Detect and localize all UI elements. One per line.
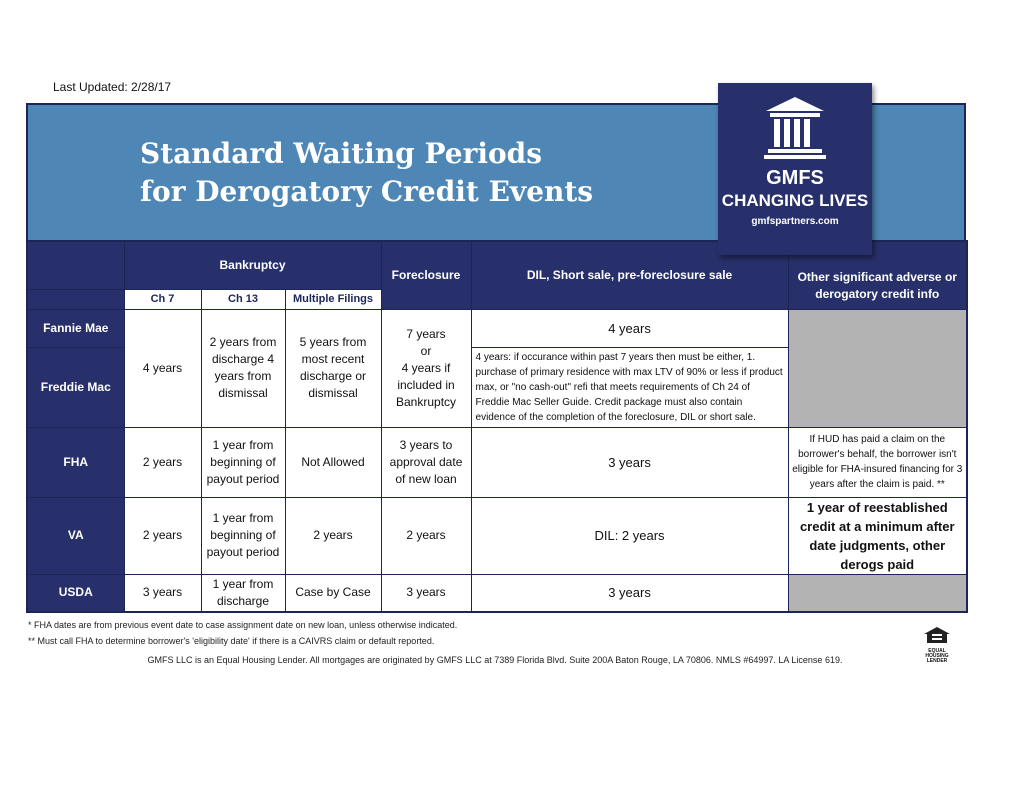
gse-ch7: 4 years	[124, 309, 201, 427]
va-ch13: 1 year from beginning of payout period	[201, 497, 285, 574]
freddie-dil: 4 years: if occurance within past 7 years then must be either, 1. purchase of primary residence with max LTV of 90% or less if product max, or "no cash-out" refi that meets requirements of Ch 24 of Freddie Mac Seller Guide. Credit package must also contain evidence of the completion of the foreclosure, DIL or short sale.	[471, 347, 788, 427]
fha-multiple-filings: Not Allowed	[285, 427, 381, 497]
footnote-caivrs: ** Must call FHA to determine borrower's 'eligibility date' if there is a CAIVRS claim or default reported.	[28, 636, 435, 646]
fannie-dil: 4 years	[471, 309, 788, 347]
gse-ch13: 2 years from discharge 4 years from dismissal	[201, 309, 285, 427]
disclaimer: GMFS LLC is an Equal Housing Lender. All mortgages are originated by GMFS LLC at 7389 Florida Blvd. Suite 200A Baton Rouge, LA 70806. NMLS #64997. LA License 619.	[147, 655, 843, 665]
gse-multiple-filings: 5 years from most recent discharge or dismissal	[285, 309, 381, 427]
row-label-freddie-mac: Freddie Mac	[27, 347, 124, 427]
waiting-periods-table	[26, 240, 968, 613]
usda-dil: 3 years	[471, 574, 788, 612]
header-multiple-filings: Multiple Filings	[285, 289, 381, 309]
row-label-va: VA	[27, 497, 124, 574]
title-line-2: for Derogatory Credit Events	[140, 175, 594, 208]
va-multiple-filings: 2 years	[285, 497, 381, 574]
fha-ch13: 1 year from beginning of payout period	[201, 427, 285, 497]
eho-text: EQUAL HOUSING LENDER	[925, 648, 949, 664]
logo-tagline: CHANGING LIVES	[721, 191, 869, 210]
usda-multiple-filings: Case by Case	[285, 574, 381, 612]
building-icon	[762, 95, 828, 161]
page-title	[140, 135, 593, 211]
last-updated: Last Updated: 2/28/17	[53, 80, 172, 94]
gse-foreclosure-line-3: 4 years if included in Bankruptcy	[396, 360, 457, 409]
title-line-1: Standard Waiting Periods	[140, 137, 543, 170]
footnote-fha: * FHA dates are from previous event date to case assignment date on new loan, unless otherwise indicated.	[28, 620, 458, 630]
gse-foreclosure	[381, 309, 471, 427]
usda-foreclosure: 3 years	[381, 574, 471, 612]
header-other: Other significant adverse or derogatory credit info	[788, 241, 967, 309]
usda-ch13: 1 year from discharge	[201, 574, 285, 612]
gse-foreclosure-line-1: 7 years	[406, 326, 446, 341]
house-icon	[923, 626, 951, 644]
va-ch7: 2 years	[124, 497, 201, 574]
header-ch7: Ch 7	[124, 289, 201, 309]
usda-other-gray	[788, 574, 967, 612]
gmfs-logo	[718, 83, 872, 255]
footnotes	[28, 617, 457, 649]
va-dil: DIL: 2 years	[471, 497, 788, 574]
usda-ch7: 3 years	[124, 574, 201, 612]
header-foreclosure: Foreclosure	[381, 241, 471, 309]
row-label-fannie-mae: Fannie Mae	[27, 309, 124, 347]
header-blank-2	[27, 289, 124, 309]
fha-dil: 3 years	[471, 427, 788, 497]
fha-other: If HUD has paid a claim on the borrower's behalf, the borrower isn't eligible for FHA-insured financing for 3 years after the claim is paid. **	[788, 427, 967, 497]
row-label-fha: FHA	[27, 427, 124, 497]
header-bankruptcy: Bankruptcy	[124, 241, 381, 289]
equal-housing-lender-logo	[921, 626, 953, 664]
gse-foreclosure-line-2: or	[420, 343, 432, 358]
header-blank	[27, 241, 124, 289]
gse-other-gray	[788, 309, 967, 427]
va-foreclosure: 2 years	[381, 497, 471, 574]
va-other: 1 year of reestablished credit at a minimum after date judgments, other derogs paid	[788, 497, 967, 574]
header-dil: DIL, Short sale, pre-foreclosure sale	[471, 241, 788, 309]
fha-ch7: 2 years	[124, 427, 201, 497]
logo-url: gmfspartners.com	[751, 216, 839, 227]
header-ch13: Ch 13	[201, 289, 285, 309]
row-label-usda: USDA	[27, 574, 124, 612]
fha-foreclosure: 3 years to approval date of new loan	[381, 427, 471, 497]
logo-name: GMFS	[766, 167, 824, 189]
